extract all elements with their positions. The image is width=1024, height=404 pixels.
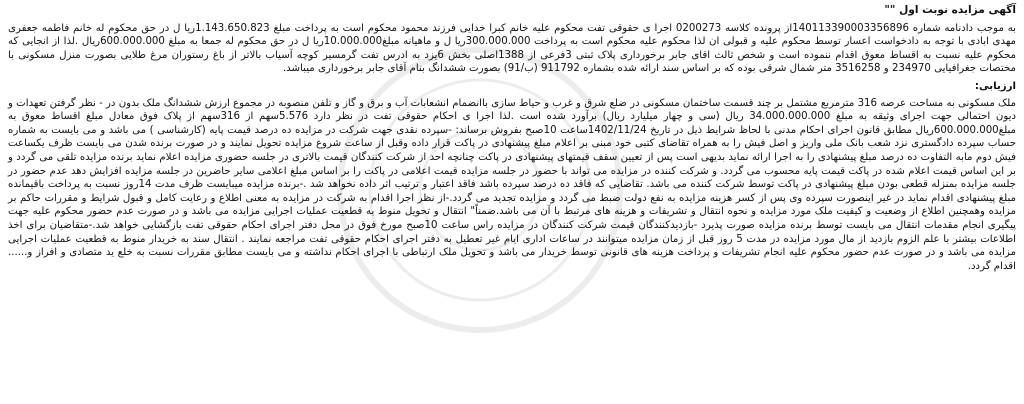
valuation-label: ارزیابی: bbox=[974, 80, 1016, 92]
notice-paragraph-valuation: ملک مسکونی به مساحت عرصه 316 مترمربع مشتمل بر چند قسمت ساختمان مسکونی در ضلع شرق و غرب و حیاط سازی باانضمام انشعابات آب و برق و گاز و تلفن منصوبه در مجموع ارزش ششدانگ ملک بدون در - نظر گرفتن تعهدات و دیون احتمالی جهت اجرای وثیقه به مبلغ 34.000.000.000 ریال (سی و چهار میلیارد ریال) برآورد شده است .لذا اجرا ی احکام حقوقی تفت در نظر دارد 5.576سهم از 316سهم از پلاک فوق معادل مبلغ اقساط معوق به مبلغ600.000.000ریال مطابق قانون اجرای احکام مدنی با لحاظ شرایط ذیل در تاریخ 1402/11/24ساعت 10صبح بفروش برساند: -سپرده نقدی جهت شرکت در مزایده ده درصد قیمت پایه (کارشناسی ) می باشد و می بایست به شماره حساب سپرده دادگستری نزد شعب بانک ملی واریز و اصل فیش را به همراه تقاضای کتبی خود مبنی بر اعلام مبلغ پیشنهادی در پاکت قرار داده وقبل از ساعت شروع مزایده تحویل نمایند و در صورت برنده شدن می بایست ظرف یکساعت فیش دوم مابه التفاوت ده درصد مبلغ پیشنهادی را به اجرا ارائه نماید بدیهی است پس از تعیین سقف قیمتهای پیشنهادی در پاکت چنانچه احد از شرکت کنندگان قیمت بالاتری در جلسه حضوری مزایده اعلام نماید برنده مزایده تلقی می گردد و بر این اساس قیمت اعلام شده در پاکت قیمت پایه محسوب می گردد. و شرکت کننده در مزایده می تواند با حضور در جلسه مزایده قیمت اعلامی در پاکت را بر اساس مبلغ اعلامی سایر حاضرین در جلسه مزایده افزایش دهد عدم حضور در جلسه مزایده بمنزله قطعی بودن مبلغ پیشنهادی در پاکت توسط شرکت کننده می باشد. تقاضایی که فاقد ده درصد سپرده باشد فاقد اعتبار و ترتیب اثر داده نخواهد شد .-برنده مزایده میبایست ظرف مدت 14روز نسبت به پرداخت باقیمانده مبلغ پیشنهادی اقدام نماید در غیر اینصورت سپرده وی پس از کسر هزینه مزایده به نفع دولت ضبط می گردد و مزایده تجدید می گردد.-از نظر اجرا اقدام به شرکت در مزایده به معنی اطلاع و رعایت کامل و قبول شرایط و مقررات حاکم بر مزایده وهمچنین اطلاع از وضعیت و کیفیت ملک مورد مزایده و نحوه انتقال و تشریفات و هزینه های مرتبط با آن می باشد.ضمناً" انتقال و تحویل منوط به قطعیت عملیات اجرایی مزایده می باشد و در صورت عدم حضور محکوم علیه جهت پیگیری انجام مقدمات انتقال می بایست توسط برنده مزایده صورت پذیرد -بازدیدکنندگان قیمت شرکت کنندگان در مزایده راس ساعت 10صبح مورخ فوق در محل دفتر اجرای احکام حقوقی تفت بازگشایی خواهد شد.-متقاضیان برای اخذ اطلاعات بیشتر با علم الزوم بازدید از مال مورد مزایده در مدت 5 روز قبل از زمان مزایده میتوانند در ساعات اداری ایام غیر تعطیل به دفتر اجرای احکام حقوقی تفت مراجعه نمایند . انتقال سند به خریدار منوط به قطعیت عملیات اجرایی مزایده می باشد و در صورت عدم حضور محکوم علیه انجام تشریفات و پرداخت هزینه های قانونی توسط خریدار می باشد و تحویل ملک ارتباطی با اجرای احکام نداشته و می بایست مطابق مقررات نسبت به خلع ید متصادی و افراز و...... اقدام گردد. bbox=[8, 97, 1017, 272]
notice-paragraph-verdict: به موجب دادنامه شماره 140113390003356896از پرونده کلاسه 0200273 اجرا ی حقوقی تفت محکوم علیه خانم کبرا خدایی فرزند محمود محکوم است به پرداخت مبلغ 1.143.650.823ریا ل در حق محکوم له خانم فاطمه جعفری مهدی ابادی با توجه به دادخواست اعسار توسط محکوم علیه و قبولی ان لذا محکوم علیه محکوم است به پرداخت 300.000.000ریا ل و ماهیانه مبلغ10.000.000ریا ل در حق محکوم له جمعا به مبلغ 600.000.000ریال .لذا از انجایی که محکوم علیه نسبت به اقساط معوق اقدام ننموده است و شخص ثالث اقای جابر برخورداری پلاک ثبتی 3فرعی از 1388اصلی بخش 6یزد به ادرس تفت گرمسیر کوچه آسیاب بالاتر از باغ رستوران مرغ طلایی بصورت منزل مسکونی با مختصات جغرافیایی 234970 و 3516258 متر شمال شرقی بوده که بر اساس سند ارائه شده بشماره 911792 (ب/91) بصورت ششدانگ بنام آقای جابر برخورداری میباشد. bbox=[8, 22, 1016, 75]
notice-title: آگهی مزایده نوبت اول "" bbox=[884, 4, 1016, 16]
